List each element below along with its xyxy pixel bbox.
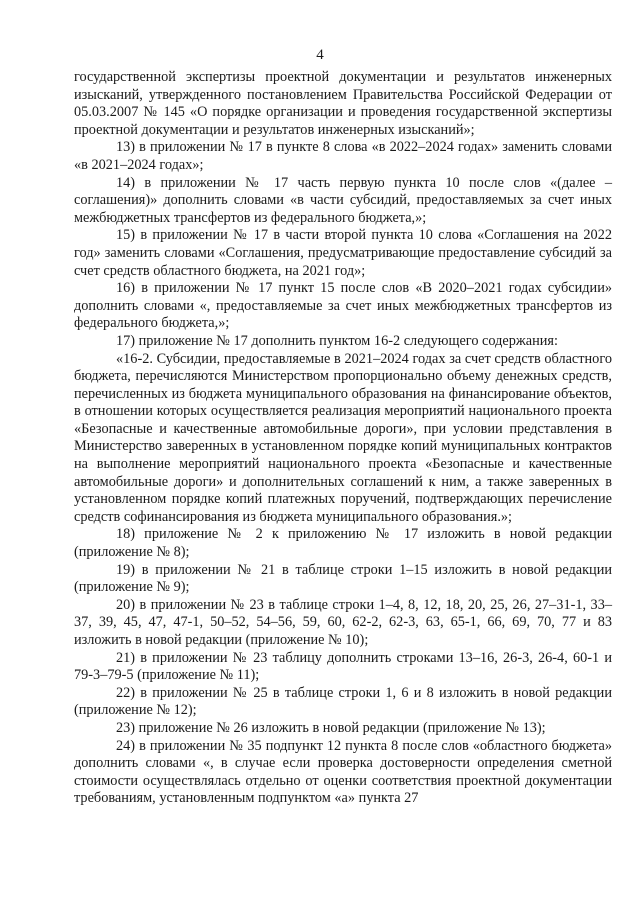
paragraph-quote-16-2: «16-2. Субсидии, предоставляемые в 2021–2024 годах за счет средств областного бюджета, перечисляются Министерством пропорционально объему денежных средств, перечисленных из бюджета муниципального образования на финансирование объектов, в отношении которых осуществляется реализация мероприятий национального проекта «Безопасные и качественные автомобильные дороги», при условии представления в Министерство заверенных в установленном порядке копий муниципальных контрактов на выполнение мероприятий национального проекта «Безопасные и качественные автомобильные дороги» и дополнительных соглашений к ним, а также заверенных в установленном порядке копий платежных поручений, подтверждающих перечисление средств софинансирования из бюджета муниципального образования.»;	[74, 350, 612, 525]
paragraph-item-17: 17) приложение № 17 дополнить пунктом 16-2 следующего содержания:	[116, 332, 558, 349]
paragraph-item-22: 22) в приложении № 25 в таблице строки 1, 6 и 8 изложить в новой редакции (приложение № 12);	[74, 684, 612, 719]
paragraph-item-18: 18) приложение № 2 к приложению № 17 изложить в новой редакции (приложение № 8);	[74, 526, 612, 561]
paragraph-item-19: 19) в приложении № 21 в таблице строки 1–15 изложить в новой редакции (приложение № 9);	[74, 561, 612, 596]
paragraph-item-15: 15) в приложении № 17 в части второй пункта 10 слова «Соглашения на 2022 год» заменить словами «Соглашения, предусматривающие предоставление субсидий за счет средств областного бюджета, на 2021 год»;	[74, 227, 612, 279]
paragraph-continuation: государственной экспертизы проектной документации и результатов инженерных изысканий, утвержденного постановлением Правительства Российской Федерации от 05.03.2007 № 145 «О порядке организации и проведения государственной экспертизы проектной документации и результатов инженерных изысканий»;	[74, 69, 612, 138]
paragraph-item-21: 21) в приложении № 23 таблицу дополнить строками 13–16, 26-3, 26-4, 60-1 и 79-3–79-5 (приложение № 11);	[74, 649, 612, 684]
paragraph-item-13: 13) в приложении № 17 в пункте 8 слова «в 2022–2024 годах» заменить словами «в 2021–2024 годах»;	[74, 139, 612, 173]
paragraph-item-14: 14) в приложении № 17 часть первую пункта 10 после слов «(далее – соглашения)» дополнить словами «в части субсидий, предоставляемых за счет иных межбюджетных трансфертов из федерального бюджета,»;	[74, 174, 612, 226]
paragraph-item-24: 24) в приложении № 35 подпункт 12 пункта 8 после слов «областного бюджета» дополнить словами «, в случае если проверка достоверности определения сметной стоимости осуществлялась отдельно от оценки соответствия проектной документации требованиям, установленным подпунктом «а» пункта 27	[74, 737, 612, 807]
document-body	[74, 69, 612, 808]
page-number: 4	[316, 47, 324, 63]
paragraph-item-20: 20) в приложении № 23 в таблице строки 1–4, 8, 12, 18, 20, 25, 26, 27–31-1, 33–37, 39, 45, 47, 47-1, 50–52, 54–56, 59, 60, 62-2, 62-3, 63, 65-1, 66, 69, 70, 77 и 83 изложить в новой редакции (приложение № 10);	[74, 596, 612, 648]
paragraph-item-23: 23) приложение № 26 изложить в новой редакции (приложение № 13);	[116, 719, 546, 736]
paragraph-item-16: 16) в приложении № 17 пункт 15 после слов «В 2020–2021 годах субсидии» дополнить словами «, предоставляемые за счет иных межбюджетных трансфертов из федерального бюджета,»;	[74, 280, 612, 332]
